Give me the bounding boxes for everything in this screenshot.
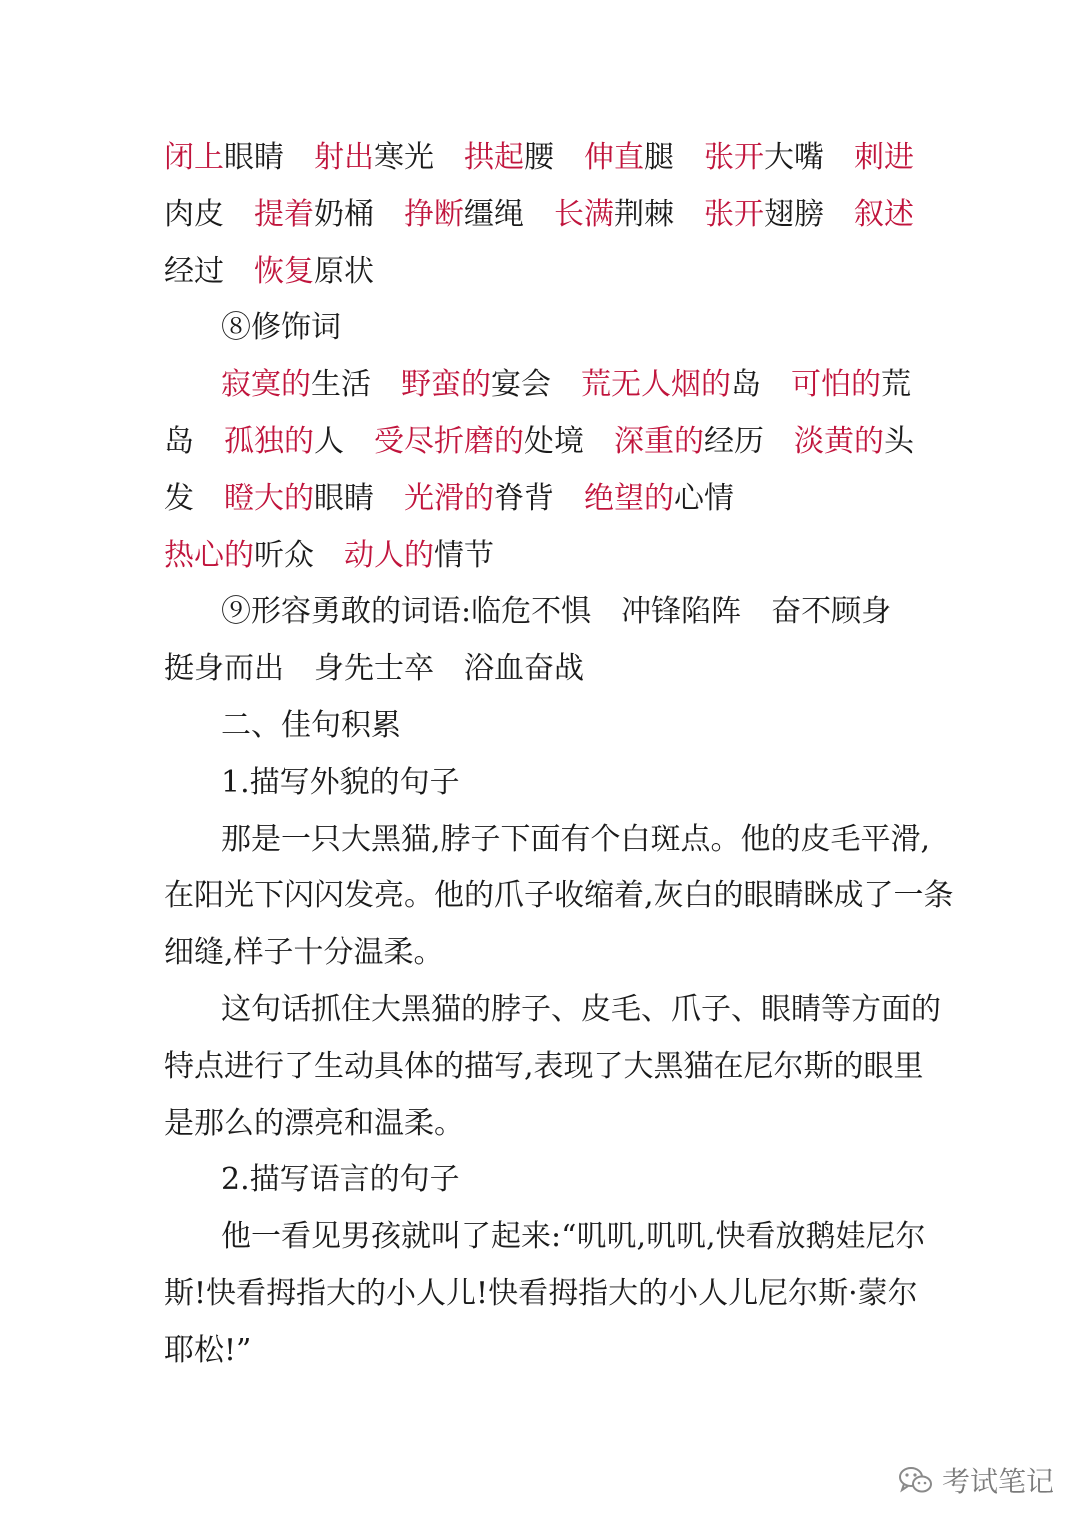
text-line [164,649,584,689]
text-segment: 肉皮 [164,197,224,232]
text-line [164,1331,251,1371]
text-segment: 身先士卒 [314,651,434,686]
highlighted-word: 绝望的 [584,481,674,516]
text-line [164,1104,464,1144]
highlighted-word: 淡黄的 [794,424,884,459]
text-line [164,195,914,235]
text-segment: 原状 [314,254,374,289]
text-segment: 耶松!” [164,1333,252,1368]
text-segment: 大嘴 [764,140,824,175]
text-segment: 宴会 [491,367,551,402]
text-segment: 斯!快看拇指大的小人儿!快看拇指大的小人儿尼尔斯·蒙尔 [164,1276,918,1311]
text-segment: 二、佳句积累 [221,708,401,743]
text-line [164,138,914,178]
text-segment: 特点进行了生动具体的描写,表现了大黑猫在尼尔斯的眼里 [164,1049,924,1084]
text-line [221,706,401,746]
text-segment: 经过 [164,254,224,289]
text-line [164,479,734,519]
text-line [164,536,494,576]
text-segment: 腿 [644,140,674,175]
text-segment: 缰绳 [464,197,524,232]
text-segment: 他一看见男孩就叫了起来:“叽叽,叽叽,快看放鹅娃尼尔 [221,1219,926,1254]
highlighted-word: 刺进 [854,140,914,175]
highlighted-word: 伸直 [584,140,644,175]
text-segment: 浴血奋战 [464,651,584,686]
text-line [221,820,930,860]
watermark-text: 考试笔记 [942,1465,1055,1498]
text-segment: 岛 [731,367,761,402]
highlighted-word: 热心的 [164,538,254,573]
text-segment: 奶桶 [314,197,374,232]
text-line [164,252,374,292]
text-line [164,1274,918,1314]
text-segment: 奋不顾身 [771,594,892,629]
text-segment: 2.描写语言的句子 [221,1162,460,1197]
text-segment: 处境 [524,424,584,459]
highlighted-word: 挣断 [404,197,464,232]
text-line [221,763,460,803]
text-segment: 发 [164,481,194,516]
text-segment: 在阳光下闪闪发亮。他的爪子收缩着,灰白的眼睛眯成了一条 [164,878,954,913]
highlighted-word: 野蛮的 [401,367,491,402]
highlighted-word: 动人的 [344,538,434,573]
highlighted-word: 光滑的 [404,481,494,516]
text-segment: 挺身而出 [164,651,284,686]
highlighted-word: 可怕的 [791,367,881,402]
highlighted-word: 张开 [704,140,764,175]
text-segment: 腰 [524,140,554,175]
highlighted-word: 拱起 [464,140,524,175]
text-line [164,1047,924,1087]
text-segment: 人 [314,424,344,459]
text-segment: 眼睛 [224,140,284,175]
text-segment: 听众 [254,538,314,573]
text-segment: 情节 [434,538,494,573]
text-segment: 头 [884,424,914,459]
text-segment: 冲锋陷阵 [621,594,742,629]
text-line [164,422,914,462]
text-segment: 那是一只大黑猫,脖子下面有个白斑点。他的皮毛平滑, [221,822,931,857]
text-segment: 荆棘 [614,197,674,232]
text-segment: ⑧修饰词 [221,310,341,345]
highlighted-word: 提着 [254,197,314,232]
text-segment: 是那么的漂亮和温柔。 [164,1106,464,1141]
highlighted-word: 荒无人烟的 [581,367,731,402]
highlighted-word: 恢复 [254,254,314,289]
highlighted-word: 射出 [314,140,374,175]
text-segment: 经历 [704,424,764,459]
text-segment: 眼睛 [314,481,374,516]
watermark [898,1460,1054,1500]
text-line [164,933,444,973]
text-segment: 荒 [881,367,911,402]
text-segment: 细缝,样子十分温柔。 [164,935,444,970]
text-segment: 寒光 [374,140,434,175]
highlighted-word: 寂寞的 [221,367,311,402]
wechat-icon [898,1465,934,1495]
text-line [164,876,954,916]
highlighted-word: 闭上 [164,140,224,175]
highlighted-word: 瞪大的 [224,481,314,516]
highlighted-word: 长满 [554,197,614,232]
text-segment: 1.描写外貌的句子 [221,765,460,800]
text-segment: 生活 [311,367,371,402]
text-segment: 心情 [674,481,734,516]
text-line [221,990,941,1030]
highlighted-word: 叙述 [854,197,914,232]
text-segment: 脊背 [494,481,554,516]
text-segment: 岛 [164,424,194,459]
text-line [221,1160,460,1200]
highlighted-word: 张开 [704,197,764,232]
text-line [221,1217,926,1257]
highlighted-word: 受尽折磨的 [374,424,524,459]
highlighted-word: 孤独的 [224,424,314,459]
text-segment: ⑨形容勇敢的词语:临危不惧 [221,594,592,629]
text-segment: 这句话抓住大黑猫的脖子、皮毛、爪子、眼睛等方面的 [221,992,941,1027]
text-line [221,592,891,632]
highlighted-word: 深重的 [614,424,704,459]
text-line [221,308,341,348]
text-line [221,365,911,405]
text-segment: 翅膀 [764,197,824,232]
